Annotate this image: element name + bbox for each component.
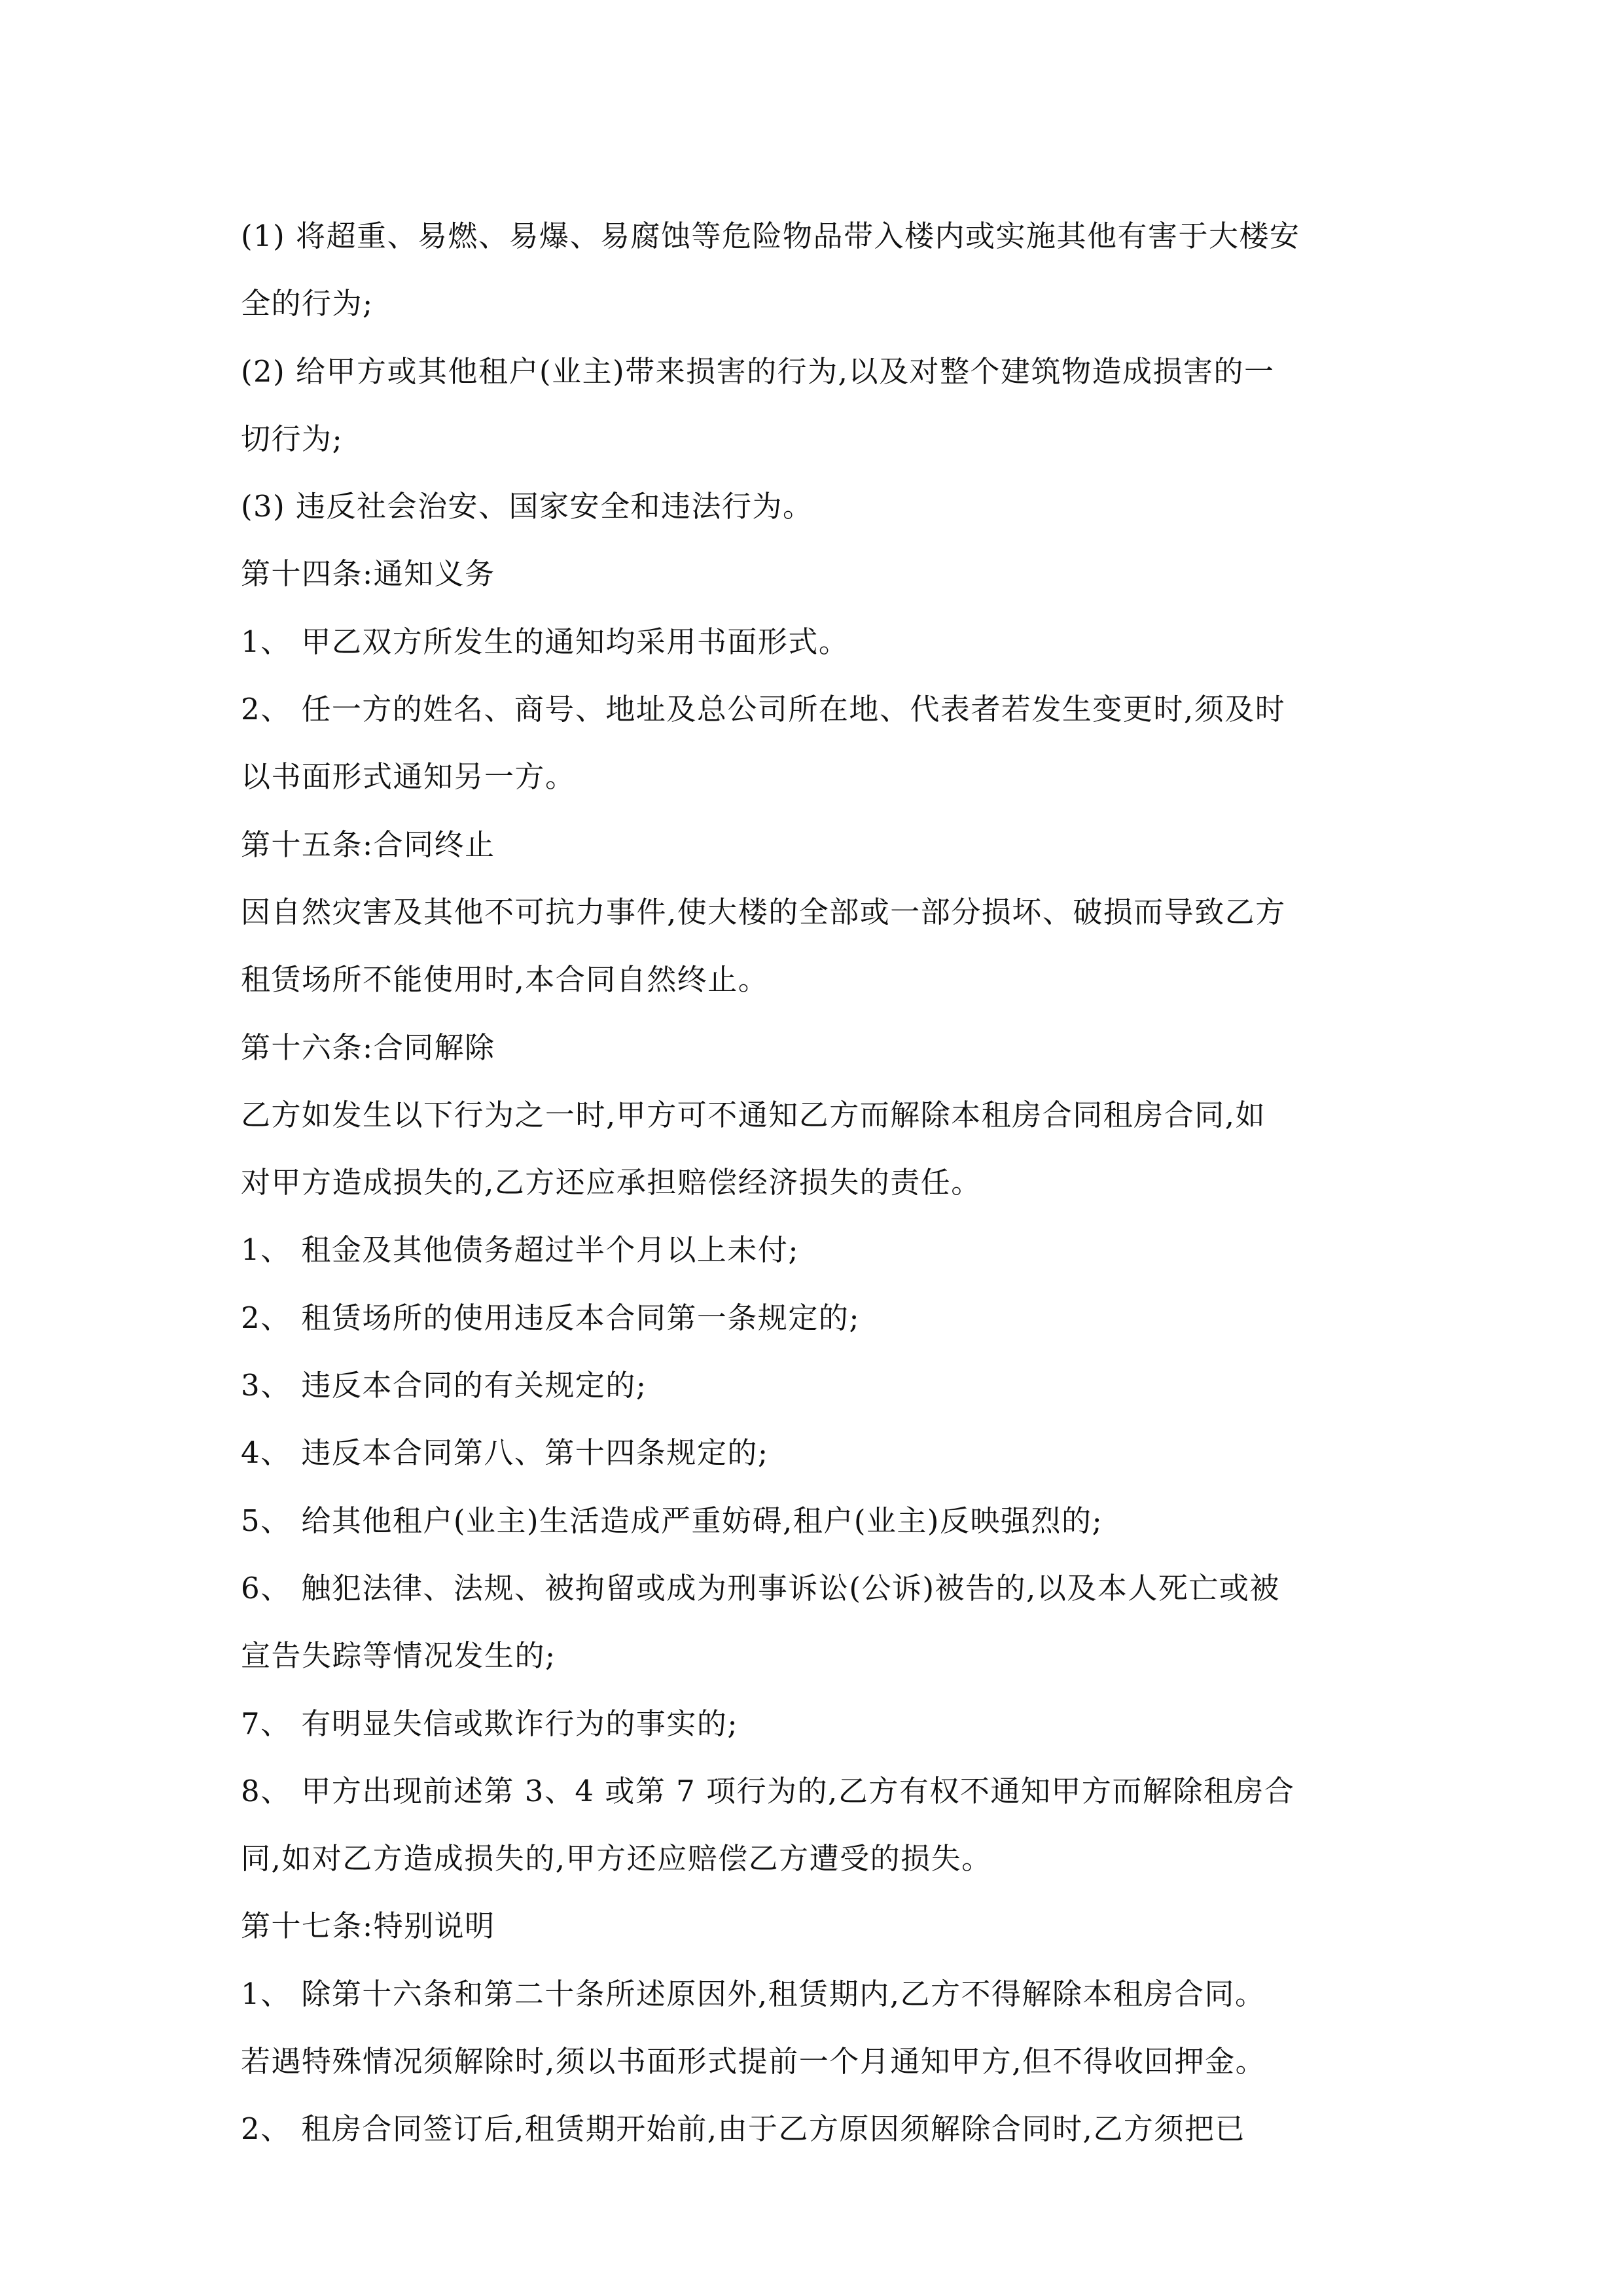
text-line: 乙方如发生以下行为之一时,甲方可不通知乙方而解除本租房合同租房合同,如: [241, 1097, 1266, 1132]
text-line: 4、 违反本合同第八、第十四条规定的;: [241, 1435, 769, 1471]
text-line: (1) 将超重、易燃、易爆、易腐蚀等危险物品带入楼内或实施其他有害于大楼安: [241, 219, 1300, 253]
section-heading: 第十七条:特别说明: [241, 1909, 495, 1944]
document-body: [241, 202, 1393, 2163]
section-heading: 第十六条:合同解除: [241, 1030, 495, 1065]
text-line: 5、 给其他租户(业主)生活造成严重妨碍,租户(业主)反映强烈的;: [241, 1503, 1103, 1538]
text-line: 若遇特殊情况须解除时,须以书面形式提前一个月通知甲方,但不得收回押金。: [241, 2044, 1266, 2079]
section-heading: 第十五条:合同终止: [241, 827, 495, 862]
text-line: 2、 租房合同签订后,租赁期开始前,由于乙方原因须解除合同时,乙方须把已: [241, 2111, 1245, 2147]
text-line: 对甲方造成损失的,乙方还应承担赔偿经济损失的责任。: [241, 1165, 982, 1200]
text-line: 8、 甲方出现前述第 3、4 或第 7 项行为的,乙方有权不通知甲方而解除租房合: [241, 1773, 1295, 1808]
text-line: 6、 触犯法律、法规、被拘留或成为刑事诉讼(公诉)被告的,以及本人死亡或被: [241, 1570, 1280, 1605]
text-line: 全的行为;: [241, 286, 374, 321]
section-heading: 第十四条:通知义务: [241, 556, 495, 592]
text-line: 宣告失踪等情况发生的;: [241, 1638, 556, 1674]
text-line: 2、 任一方的姓名、商号、地址及总公司所在地、代表者若发生变更时,须及时: [241, 692, 1286, 727]
text-line: 7、 有明显失信或欺诈行为的事实的;: [241, 1706, 739, 1741]
text-line: 1、 除第十六条和第二十条所述原因外,租赁期内,乙方不得解除本租房合同。: [241, 1976, 1266, 2011]
text-line: (3) 违反社会治安、国家安全和违法行为。: [241, 489, 813, 524]
text-line: (2) 给甲方或其他租户(业主)带来损害的行为,以及对整个建筑物造成损害的一: [241, 353, 1275, 389]
text-line: 1、 甲乙双方所发生的通知均采用书面形式。: [241, 624, 849, 659]
text-line: 因自然灾害及其他不可抗力事件,使大楼的全部或一部分损坏、破损而导致乙方: [241, 894, 1286, 929]
text-line: 同,如对乙方造成损失的,甲方还应赔偿乙方遭受的损失。: [241, 1841, 992, 1876]
text-line: 2、 租赁场所的使用违反本合同第一条规定的;: [241, 1300, 861, 1335]
text-line: 租赁场所不能使用时,本合同自然终止。: [241, 962, 769, 997]
text-line: 1、 租金及其他债务超过半个月以上未付;: [241, 1232, 800, 1268]
text-line: 3、 违反本合同的有关规定的;: [241, 1368, 647, 1403]
text-line: 切行为;: [241, 421, 344, 456]
text-line: 以书面形式通知另一方。: [241, 759, 576, 795]
